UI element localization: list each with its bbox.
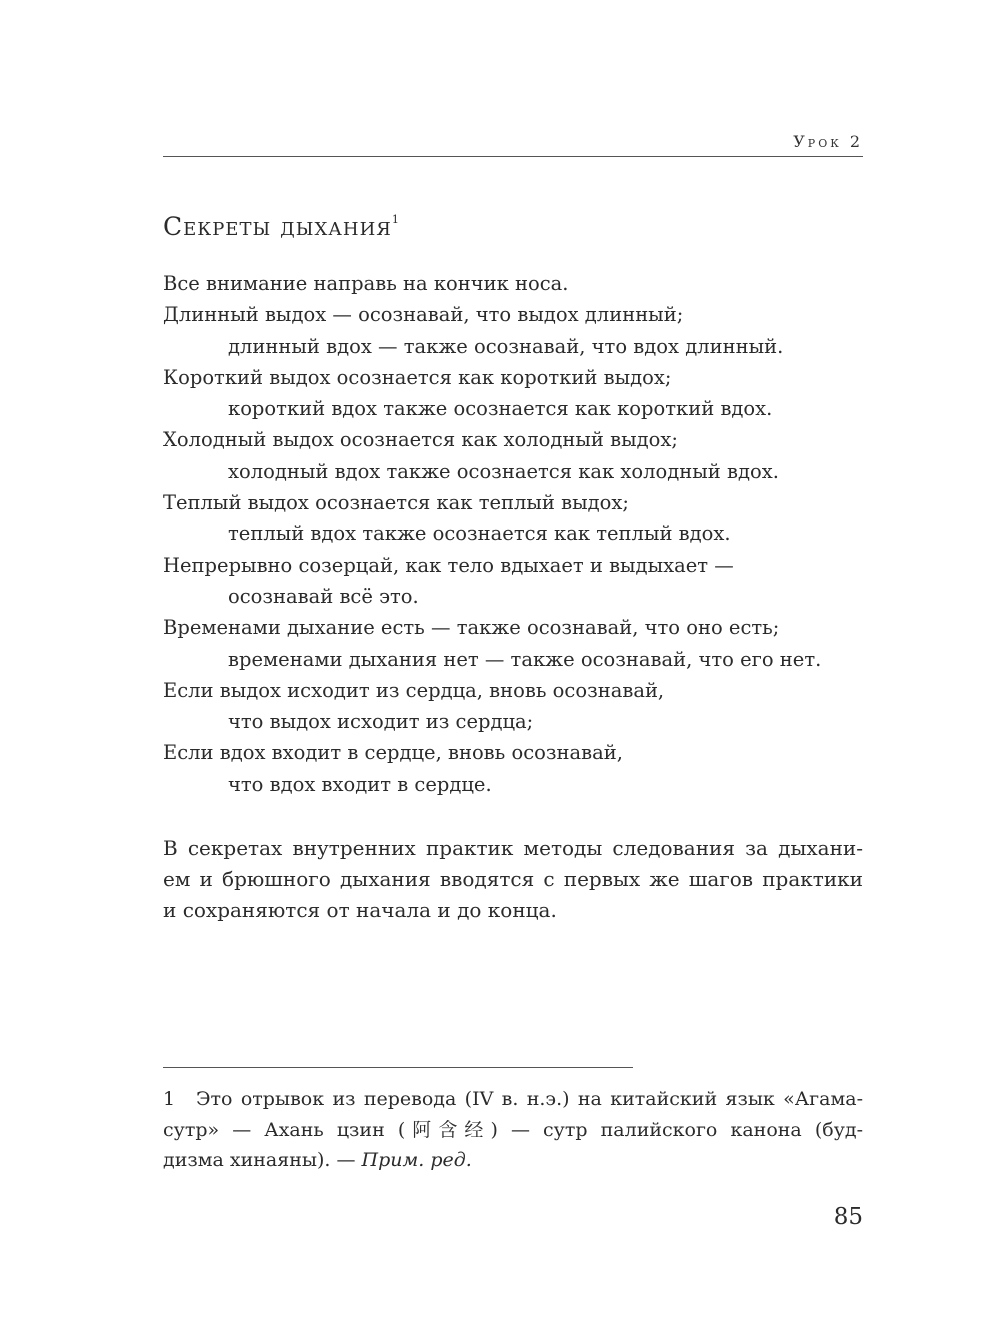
- poem-line: Короткий выдох осознается как короткий выдох;: [163, 365, 672, 389]
- footnote-line-text: дизма хинаяны). —: [163, 1149, 362, 1172]
- chapter-title: [163, 212, 400, 241]
- footnote-line: [163, 1145, 863, 1176]
- footnote-rule: [163, 1067, 633, 1068]
- footnote-reference[interactable]: 1: [391, 212, 400, 226]
- paragraph-line: В секретах внутренних практик методы следования за дыхани-: [163, 836, 863, 860]
- page-number: 85: [833, 1204, 863, 1230]
- poem-line: что вдох входит в сердце.: [228, 772, 492, 796]
- footnote: [163, 1084, 863, 1176]
- poem: [163, 268, 863, 800]
- poem-line: временами дыхания нет — также осознавай, что его нет.: [228, 647, 822, 671]
- poem-line: холодный вдох также осознается как холодный вдох.: [228, 459, 779, 483]
- poem-line: Если выдох исходит из сердца, вновь осознавай,: [163, 678, 665, 702]
- paragraph-line: ем и брюшного дыхания вводятся с первых же шагов практики: [163, 867, 863, 892]
- poem-line: теплый вдох также осознается как теплый вдох.: [228, 522, 731, 546]
- footnote-number: 1: [163, 1088, 176, 1110]
- poem-line: короткий вдох также осознается как короткий вдох.: [228, 397, 773, 421]
- running-head: Урок 2: [793, 132, 863, 151]
- poem-line: Длинный выдох — осознавай, что выдох длинный;: [163, 303, 684, 327]
- poem-line: Если вдох входит в сердце, вновь осознавай,: [163, 741, 623, 765]
- poem-line: Непрерывно созерцай, как тело вдыхает и выдыхает —: [163, 553, 734, 577]
- body-paragraph: [163, 833, 863, 927]
- poem-line: Холодный выдох осознается как холодный выдох;: [163, 428, 678, 452]
- poem-line: осознавай всё это.: [228, 584, 419, 608]
- header-rule: [163, 156, 863, 157]
- footnote-line: сутр» — Ахань цзин (阿含经) — сутр палийского канона (буд-: [163, 1118, 863, 1141]
- poem-line: Все внимание направь на кончик носа.: [163, 272, 569, 295]
- editor-note: Прим. ред.: [361, 1149, 472, 1172]
- poem-line: что выдох исходит из сердца;: [228, 710, 534, 734]
- poem-line: длинный вдох — также осознавай, что вдох длинный.: [228, 334, 784, 358]
- poem-line: Временами дыхание есть — также осознавай, что оно есть;: [163, 616, 780, 640]
- footnote-line: Это отрывок из перевода (IV в. н.э.) на китайский язык «Агама-: [196, 1088, 863, 1110]
- poem-line: Теплый выдох осознается как теплый выдох;: [163, 491, 629, 515]
- chapter-title-text: Секреты дыхания: [163, 212, 392, 241]
- paragraph-line: и сохраняются от начала и до конца.: [163, 898, 557, 923]
